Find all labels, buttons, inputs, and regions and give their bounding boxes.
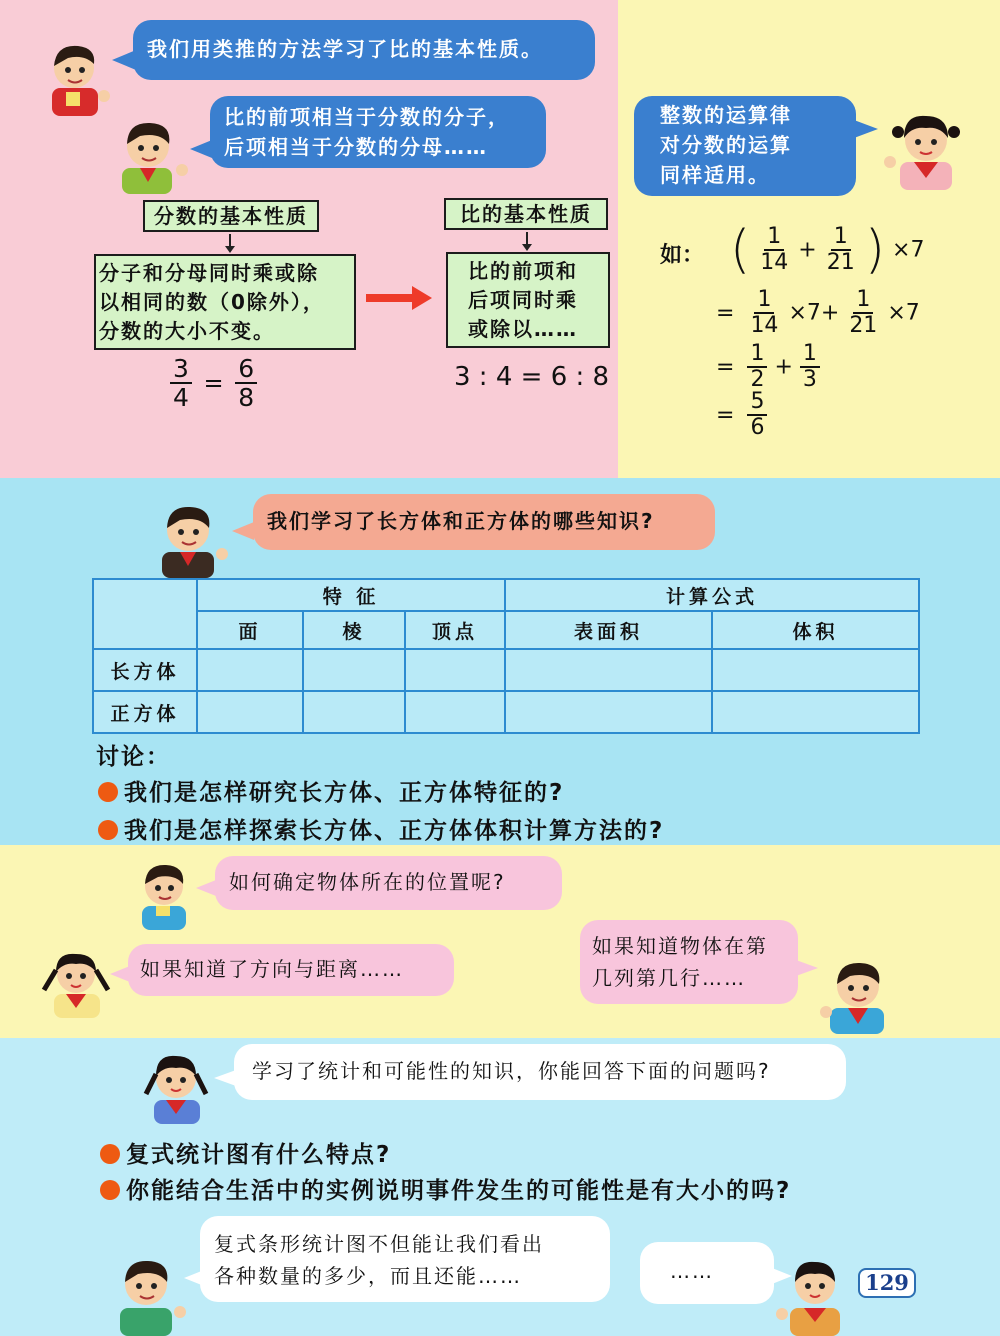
equals-sign: =: [203, 369, 224, 397]
girl-avatar: [36, 944, 120, 1018]
table-corner-cell: [93, 579, 197, 649]
girl-avatar: [134, 1046, 220, 1124]
red-arrow-right: [366, 286, 432, 310]
bubble-line: 复式条形统计图不但能让我们看出: [214, 1232, 544, 1256]
table-cell: [303, 691, 405, 733]
example-label: 如：: [660, 243, 705, 268]
bubble-text: 我们用类推的方法学习了比的基本性质。: [147, 37, 543, 61]
property-line: 或除以……: [468, 317, 578, 341]
bullet-icon: [98, 820, 118, 840]
table-cell: [505, 691, 712, 733]
fraction: $\frac{1}{21}$: [849, 287, 878, 338]
position-question-bubble: [215, 856, 562, 910]
discuss-label: 讨论：: [96, 744, 171, 770]
col-volume: 体积: [712, 611, 919, 649]
bubble-tail: [190, 140, 212, 158]
question-text: 复式统计图有什么特点?: [126, 1142, 392, 1168]
fraction: $\frac{3}{4}$: [170, 355, 192, 411]
ellipsis-bubble: [640, 1242, 774, 1304]
bar-chart-answer-bubble: [200, 1216, 610, 1302]
bubble-tail: [214, 1070, 236, 1086]
table-cell: [303, 649, 405, 691]
bubble-line: 同样适用。: [660, 163, 770, 187]
girl-speech-bubble: [634, 96, 856, 196]
property-line: 后项同时乘: [468, 288, 578, 312]
fraction-property-title: [143, 200, 319, 232]
col-face: 面: [197, 611, 303, 649]
statistics-question-bubble: [234, 1044, 846, 1100]
title-text: 分数的基本性质: [154, 204, 308, 228]
property-line: 分数的大小不变。: [99, 319, 275, 343]
arrow-down-head: [225, 246, 235, 253]
expression-line-1: [730, 220, 924, 280]
bubble-tail: [110, 966, 130, 982]
bubble-tail: [232, 522, 254, 540]
direction-distance-bubble: [128, 944, 454, 996]
col-edge: 棱: [303, 611, 405, 649]
equals-sign: =: [716, 300, 735, 326]
fraction: $\frac{5}{6}$: [747, 390, 767, 440]
fraction: $\frac{1}{3}$: [800, 342, 820, 392]
left-paren: (: [730, 220, 751, 280]
table-header-features: 特 征: [197, 579, 505, 611]
bubble-text: 如果知道了方向与距离……: [140, 957, 404, 981]
table-header-formula: 计算公式: [505, 579, 919, 611]
bubble-tail: [854, 120, 878, 138]
property-line: 以相同的数（0除外），: [99, 290, 325, 314]
statistics-question-1: [100, 1136, 391, 1169]
discussion-question-2: [98, 812, 664, 845]
statistics-question-2: [100, 1172, 791, 1205]
bubble-line: 后项相当于分数的分母……: [224, 135, 488, 159]
bubble-line: 如果知道物体在第: [592, 934, 768, 958]
bubble-text: 如何确定物体所在的位置呢?: [229, 870, 506, 894]
fraction: $\frac{1}{14}$: [750, 287, 779, 338]
table-cell: [405, 649, 505, 691]
column-row-bubble: [580, 920, 798, 1004]
boy-scarf-speech-bubble: [210, 96, 546, 168]
boy-scarf-avatar: [820, 952, 896, 1034]
plus-sign: +: [774, 354, 793, 380]
bubble-text: 我们学习了长方体和正方体的哪些知识?: [267, 509, 655, 533]
bubble-line: 对分数的运算: [660, 133, 792, 157]
times-seven: ×7: [887, 300, 920, 326]
girl-avatar: [772, 1250, 856, 1336]
right-paren: ): [864, 220, 886, 280]
boy-avatar: [130, 856, 200, 930]
table-cell: [712, 691, 919, 733]
ratio-example: 3 : 4 = 6 : 8: [454, 362, 610, 392]
table-cell: [405, 691, 505, 733]
bullet-icon: [100, 1180, 120, 1200]
bullet-icon: [98, 782, 118, 802]
fraction-property-box: [94, 254, 356, 350]
table-cell: [197, 649, 303, 691]
bubble-text: ……: [670, 1259, 714, 1283]
equals-sign: =: [716, 354, 735, 380]
fraction-example: [170, 355, 257, 411]
row-cuboid: 长方体: [93, 649, 197, 691]
property-line: 分子和分母同时乘或除: [99, 261, 319, 285]
page-number-text: 129: [865, 1270, 909, 1295]
ratio-property-title: [444, 198, 608, 230]
bubble-line: 整数的运算律: [660, 103, 792, 127]
cuboid-knowledge-table: [92, 578, 920, 734]
question-text: 我们是怎样探索长方体、正方体体积计算方法的?: [124, 818, 665, 844]
equals-sign: =: [716, 402, 735, 428]
expression-line-4: [716, 390, 767, 440]
table-cell: [197, 691, 303, 733]
col-surface-area: 表面积: [505, 611, 712, 649]
page-number: [858, 1268, 916, 1298]
girl-avatar: [880, 104, 970, 190]
boy-speech-bubble: [133, 20, 595, 80]
discussion-question-1: [98, 774, 564, 807]
bubble-text: 学习了统计和可能性的知识，你能回答下面的问题吗?: [252, 1059, 771, 1083]
boy-avatar: [150, 498, 236, 578]
bubble-tail: [112, 50, 136, 70]
bubble-tail: [184, 1270, 204, 1286]
fraction: $\frac{1}{2}$: [747, 342, 767, 392]
bullet-icon: [100, 1144, 120, 1164]
title-text: 比的基本性质: [460, 202, 592, 226]
table-cell: [712, 649, 919, 691]
property-line: 比的前项和: [468, 259, 578, 283]
fraction: $\frac{1}{21}$: [826, 224, 855, 275]
bubble-tail: [196, 880, 216, 896]
question-text: 你能结合生活中的实例说明事件发生的可能性是有大小的吗?: [126, 1178, 792, 1204]
fraction: $\frac{1}{14}$: [760, 224, 789, 275]
ratio-property-box: [446, 252, 610, 348]
table-cell: [505, 649, 712, 691]
bubble-tail: [796, 960, 818, 976]
plus-sign: +: [798, 237, 817, 263]
cuboid-speech-bubble: [253, 494, 715, 550]
bubble-line: 几列第几行……: [592, 966, 746, 990]
bubble-line: 各种数量的多少，而且还能……: [214, 1264, 522, 1288]
expression-line-3: [716, 342, 820, 392]
arrow-down-head: [522, 244, 532, 251]
col-vertex: 顶点: [405, 611, 505, 649]
expression-line-2: [716, 288, 920, 338]
boy-avatar: [110, 1250, 190, 1336]
boy-avatar: [38, 36, 118, 116]
fraction: $\frac{6}{8}$: [235, 355, 257, 411]
times-seven: ×7: [892, 237, 925, 263]
times-seven-plus: ×7+: [788, 300, 840, 326]
bubble-line: 比的前项相当于分数的分子，: [224, 105, 510, 129]
boy-scarf-avatar: [110, 112, 192, 194]
question-text: 我们是怎样研究长方体、正方体特征的?: [124, 780, 565, 806]
row-cube: 正方体: [93, 691, 197, 733]
